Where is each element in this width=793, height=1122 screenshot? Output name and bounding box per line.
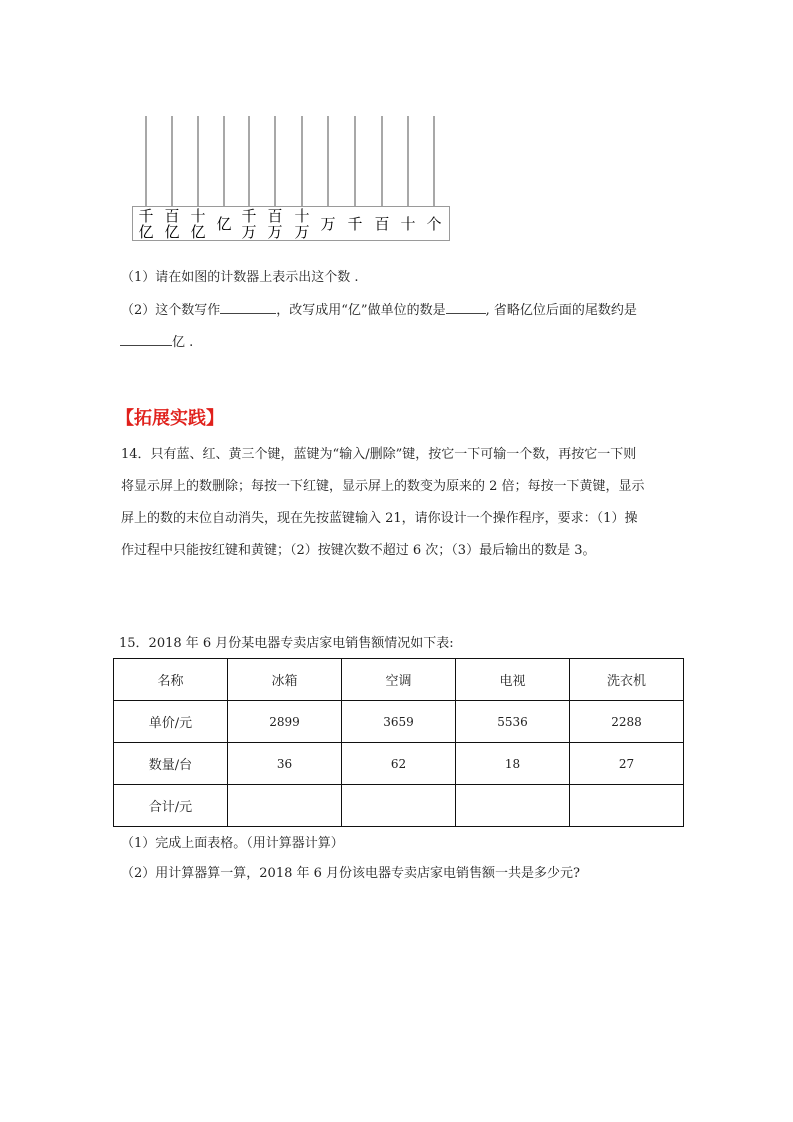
counter-rod[interactable] [248,116,250,206]
q13-part2-text-b: ，改写成用“亿”做单位的数是 [276,303,446,318]
sales-table [113,658,684,827]
table-cell: 2288 [570,701,684,743]
answer-cell-total[interactable] [456,785,570,827]
counter-rod[interactable] [274,116,276,206]
answer-blank-approx-yi[interactable] [120,333,172,346]
place-label: 百 [374,215,390,233]
q14-line: 作过程中只能按红键和黄键；（2）按键次数不超过 6 次；（3）最后输出的数是 3。 [121,543,596,558]
place-label-bottom: 万 [241,223,257,241]
place-label-top: 千 [138,207,154,225]
counter-rod[interactable] [197,116,199,206]
place-label [292,208,312,240]
q13-part2 [121,301,637,319]
row-label-cell: 单价/元 [114,701,228,743]
place-label: 个 [426,215,442,233]
q14-line: 屏上的数的末位自动消失，现在先按蓝键输入 21，请你设计一个操作程序，要求：（1）操 [121,511,638,526]
place-label: 亿 [216,215,232,233]
place-label: 万 [320,215,336,233]
q13-part2-text-c: , 省略亿位后面的尾数约是 [485,303,637,318]
place-label: 千 [347,215,363,233]
place-label-bottom: 亿 [190,223,206,241]
place-label-top: 百 [267,207,283,225]
table-header-cell: 冰箱 [228,659,342,701]
table-cell: 18 [456,743,570,785]
place-label-bottom: 万 [267,223,283,241]
q13-part2-text-d: 亿 . [172,335,194,350]
place-label-top: 十 [190,207,206,225]
table-header-cell: 名称 [114,659,228,701]
place-value-counter [0,0,793,260]
table-header-cell: 空调 [342,659,456,701]
counter-rod[interactable] [381,116,383,206]
place-label-bottom: 亿 [138,223,154,241]
place-label-top: 百 [164,207,180,225]
counter-rod[interactable] [407,116,409,206]
answer-cell-total[interactable] [342,785,456,827]
row-label-cell: 数量/台 [114,743,228,785]
table-cell: 5536 [456,701,570,743]
table-cell: 62 [342,743,456,785]
table-cell: 3659 [342,701,456,743]
counter-rod[interactable] [223,116,225,206]
counter-rod[interactable] [327,116,329,206]
counter-rod[interactable] [433,116,435,206]
counter-rod[interactable] [171,116,173,206]
place-label [162,208,182,240]
table-cell: 27 [570,743,684,785]
place-label [239,208,259,240]
place-label-bottom: 亿 [164,223,180,241]
table-header-row [114,659,684,701]
place-label [188,208,208,240]
section-heading: 【拓展实践】 [116,408,224,429]
table-cell: 36 [228,743,342,785]
answer-cell-total[interactable] [570,785,684,827]
q15-part2: （2）用计算器算一算，2018 年 6 月份该电器专卖店家电销售额一共是多少元? [121,866,580,881]
place-label-bottom: 万 [294,223,310,241]
place-label [136,208,156,240]
row-label-cell: 合计/元 [114,785,228,827]
counter-rod[interactable] [301,116,303,206]
place-label-top: 千 [241,207,257,225]
q13-part2-continued [120,333,193,351]
table-row [114,701,684,743]
q14-line: 将显示屏上的数删除；每按一下红键，显示屏上的数变为原来的 2 倍；每按一下黄键，显示 [121,479,645,494]
table-row [114,743,684,785]
q13-part2-text-a: （2）这个数写作 [121,303,221,318]
answer-cell-total[interactable] [228,785,342,827]
table-header-cell: 洗衣机 [570,659,684,701]
q15-part1: （1）完成上面表格。（用计算器计算） [121,836,344,851]
answer-blank-written-number[interactable] [220,301,276,314]
q13-part1: （1）请在如图的计数器上表示出这个数 . [121,270,359,285]
table-cell: 2899 [228,701,342,743]
table-row [114,785,684,827]
answer-blank-yi-unit[interactable] [446,301,486,314]
counter-rod[interactable] [354,116,356,206]
counter-rod[interactable] [145,116,147,206]
q14-line: 14．只有蓝、红、黄三个键，蓝键为“输入/删除”键，按它一下可输一个数，再按它一下则 [121,447,637,462]
table-header-cell: 电视 [456,659,570,701]
place-label-top: 十 [294,207,310,225]
place-label [265,208,285,240]
place-label: 十 [400,215,416,233]
q15-intro: 15．2018 年 6 月份某电器专卖店家电销售额情况如下表: [119,636,454,651]
